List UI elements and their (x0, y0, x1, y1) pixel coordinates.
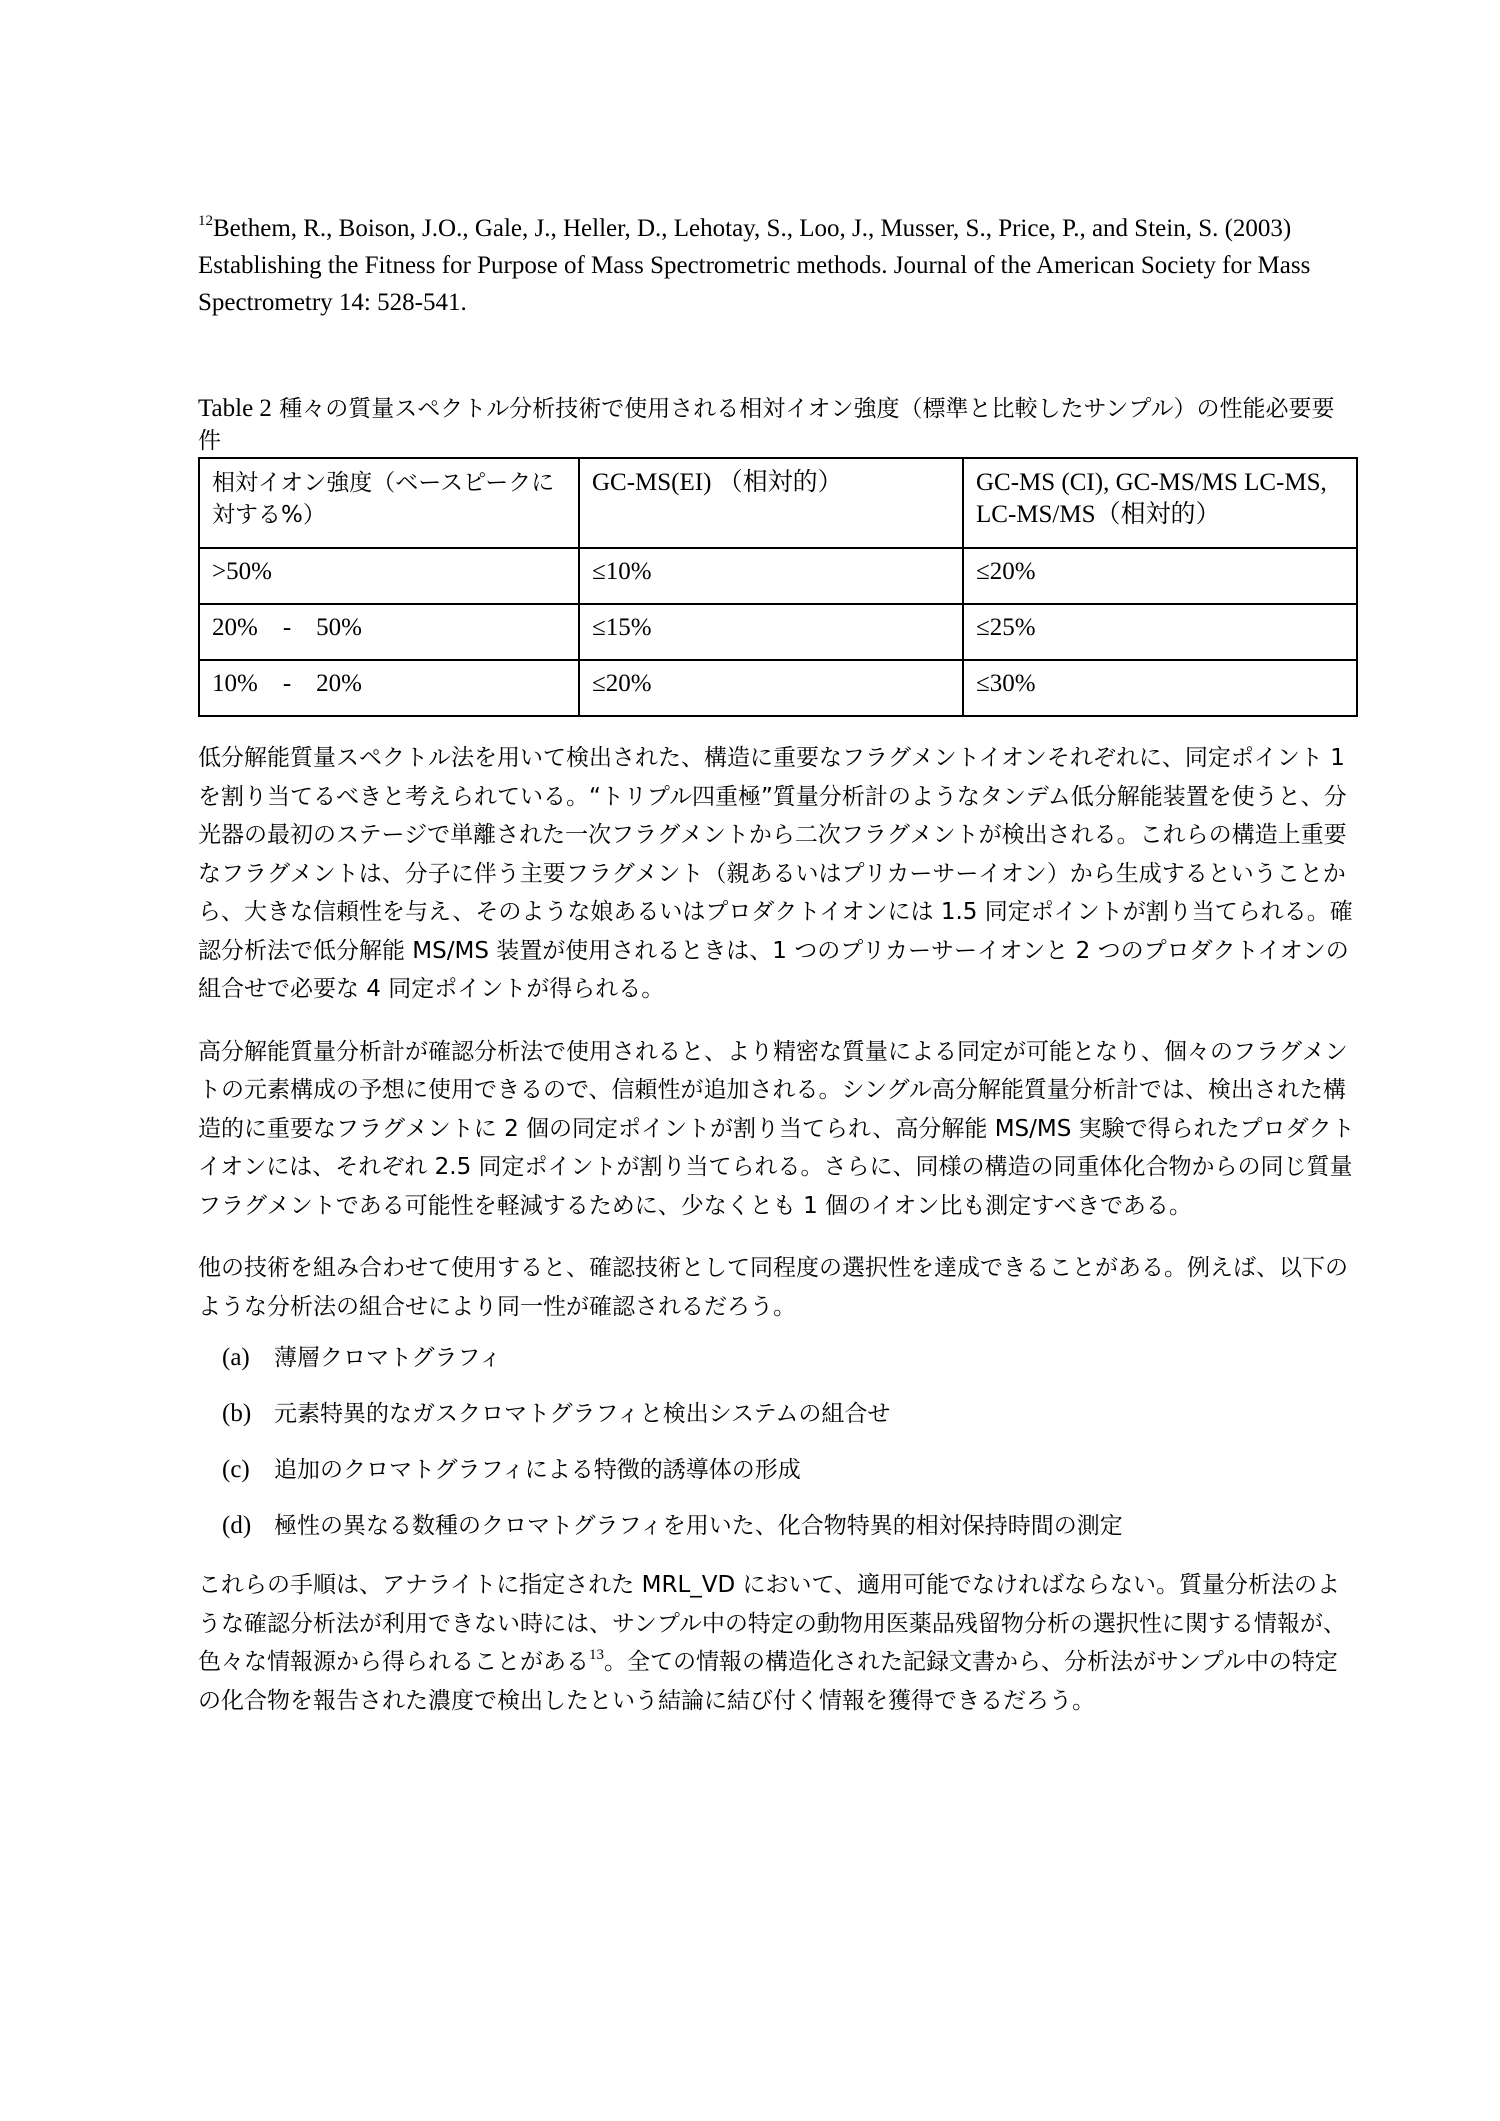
table-cell: ≤20% (963, 548, 1357, 604)
reference-entry (198, 210, 1356, 321)
list-text: 追加のクロマトグラフィによる特徴的誘導体の形成 (274, 1457, 801, 1483)
list-item (198, 1454, 1356, 1486)
paragraph-combined-techniques: 他の技術を組み合わせて使用すると、確認技術として同程度の選択性を達成できることがある。例えば、以下のような分析法の組合せにより同一性が確認されるだろう。 (198, 1255, 1348, 1320)
table-caption (198, 393, 1356, 457)
table-row (199, 604, 1357, 660)
table-label: Table 2 (198, 395, 272, 422)
footnote-reference: 13 (589, 1647, 604, 1663)
table-cell: ≤10% (579, 548, 963, 604)
list-marker: (d) (222, 1512, 252, 1539)
header-relative-intensity: 相対イオン強度（ベースピークに対する%） (199, 458, 579, 548)
list-text: 元素特異的なガスクロマトグラフィと検出システムの組合せ (274, 1401, 891, 1427)
paragraph-procedures-text-cont: 。全ての情報の構造化された記録文書から、分析法がサンプル中の特定の化合物を報告された濃度で検出したという結論に結び付く情報を獲得できるだろう。 (198, 1649, 1338, 1714)
table-cell: ≤20% (579, 660, 963, 716)
paragraph-procedures-text: これらの手順は、アナライトに指定された MRL_VD において、適用可能でなければならない。質量分析法のような確認分析法が利用できない時には、サンプル中の特定の動物用医薬品残留物分析の選択性に関する情報が、色々な情報源から得られることがある (198, 1572, 1346, 1675)
reference-text: Bethem, R., Boison, J.O., Gale, J., Heller, D., Lehotay, S., Loo, J., Musser, S., Price, P., and Stein, S. (2003) Establishing the Fitness for Purpose of Mass Spectrometric methods. Journal of the American Society for Mass Spectrometry 14: 528-541. (198, 215, 1311, 316)
reference-number: 12 (198, 213, 213, 229)
header-gc-ms-ei: GC-MS(EI) （相対的） (579, 458, 963, 548)
table-row (199, 660, 1357, 716)
table-row (199, 548, 1357, 604)
paragraph-high-resolution: 高分解能質量分析計が確認分析法で使用されると、より精密な質量による同定が可能となり、個々のフラグメントの元素構成の予想に使用できるので、信頼性が追加される。シングル高分解能質量分析計では、検出された構造的に重要なフラグメントに 2 個の同定ポイントが割り当てられ、高分解能 MS/MS 実験で得られたプロダクトイオンには、それぞれ 2.5 同定ポイントが割り当てられる。さらに、同様の構造の同重体化合物からの同じ質量フラグメントである可能性を軽減するために、少なくとも 1 個のイオン比も測定すべきである。 (198, 1038, 1355, 1219)
list-item (198, 1510, 1356, 1542)
table-cell: ≤30% (963, 660, 1357, 716)
table-cell: ≤15% (579, 604, 963, 660)
list-text: 薄層クロマトグラフィ (274, 1345, 502, 1371)
paragraph-low-resolution: 低分解能質量スペクトル法を用いて検出された、構造に重要なフラグメントイオンそれぞれに、同定ポイント 1 を割り当てるべきと考えられている。“トリプル四重極”質量分析計のようなタンデム低分解能装置を使うと、分光器の最初のステージで単離された一次フラグメントから二次フラグメントが検出される。これらの構造上重要なフラグメントは、分子に伴う主要フラグメント（親あるいはプリカーサーイオン）から生成するということから、大きな信頼性を与え、そのような娘あるいはプロダクトイオンには 1.5 同定ポイントが割り当てられる。確認分析法で低分解能 MS/MS 装置が使用されるときは、1 つのプリカーサーイオンと 2 つのプロダクトイオンの組合せで必要な 4 同定ポイントが得られる。 (198, 745, 1353, 1002)
table-caption-text: 種々の質量スペクトル分析技術で使用される相対イオン強度（標準と比較したサンプル）の性能必要要件 (198, 396, 1335, 454)
document-page (198, 210, 1356, 1720)
table-cell: >50% (199, 548, 579, 604)
table-header-row (199, 458, 1357, 548)
table-cell: ≤25% (963, 604, 1357, 660)
paragraph-procedures (198, 1566, 1356, 1720)
list-item (198, 1342, 1356, 1374)
list-marker: (b) (222, 1400, 252, 1427)
table-cell: 10% - 20% (199, 660, 579, 716)
list-marker: (a) (222, 1344, 250, 1371)
list-item (198, 1398, 1356, 1430)
intensity-table (198, 457, 1358, 717)
header-gc-ms-ci: GC-MS (CI), GC-MS/MS LC-MS, LC-MS/MS（相対的） (963, 458, 1357, 548)
list-marker: (c) (222, 1456, 250, 1483)
table-cell: 20% - 50% (199, 604, 579, 660)
list-text: 極性の異なる数種のクロマトグラフィを用いた、化合物特異的相対保持時間の測定 (274, 1513, 1123, 1539)
technique-list (198, 1342, 1356, 1542)
